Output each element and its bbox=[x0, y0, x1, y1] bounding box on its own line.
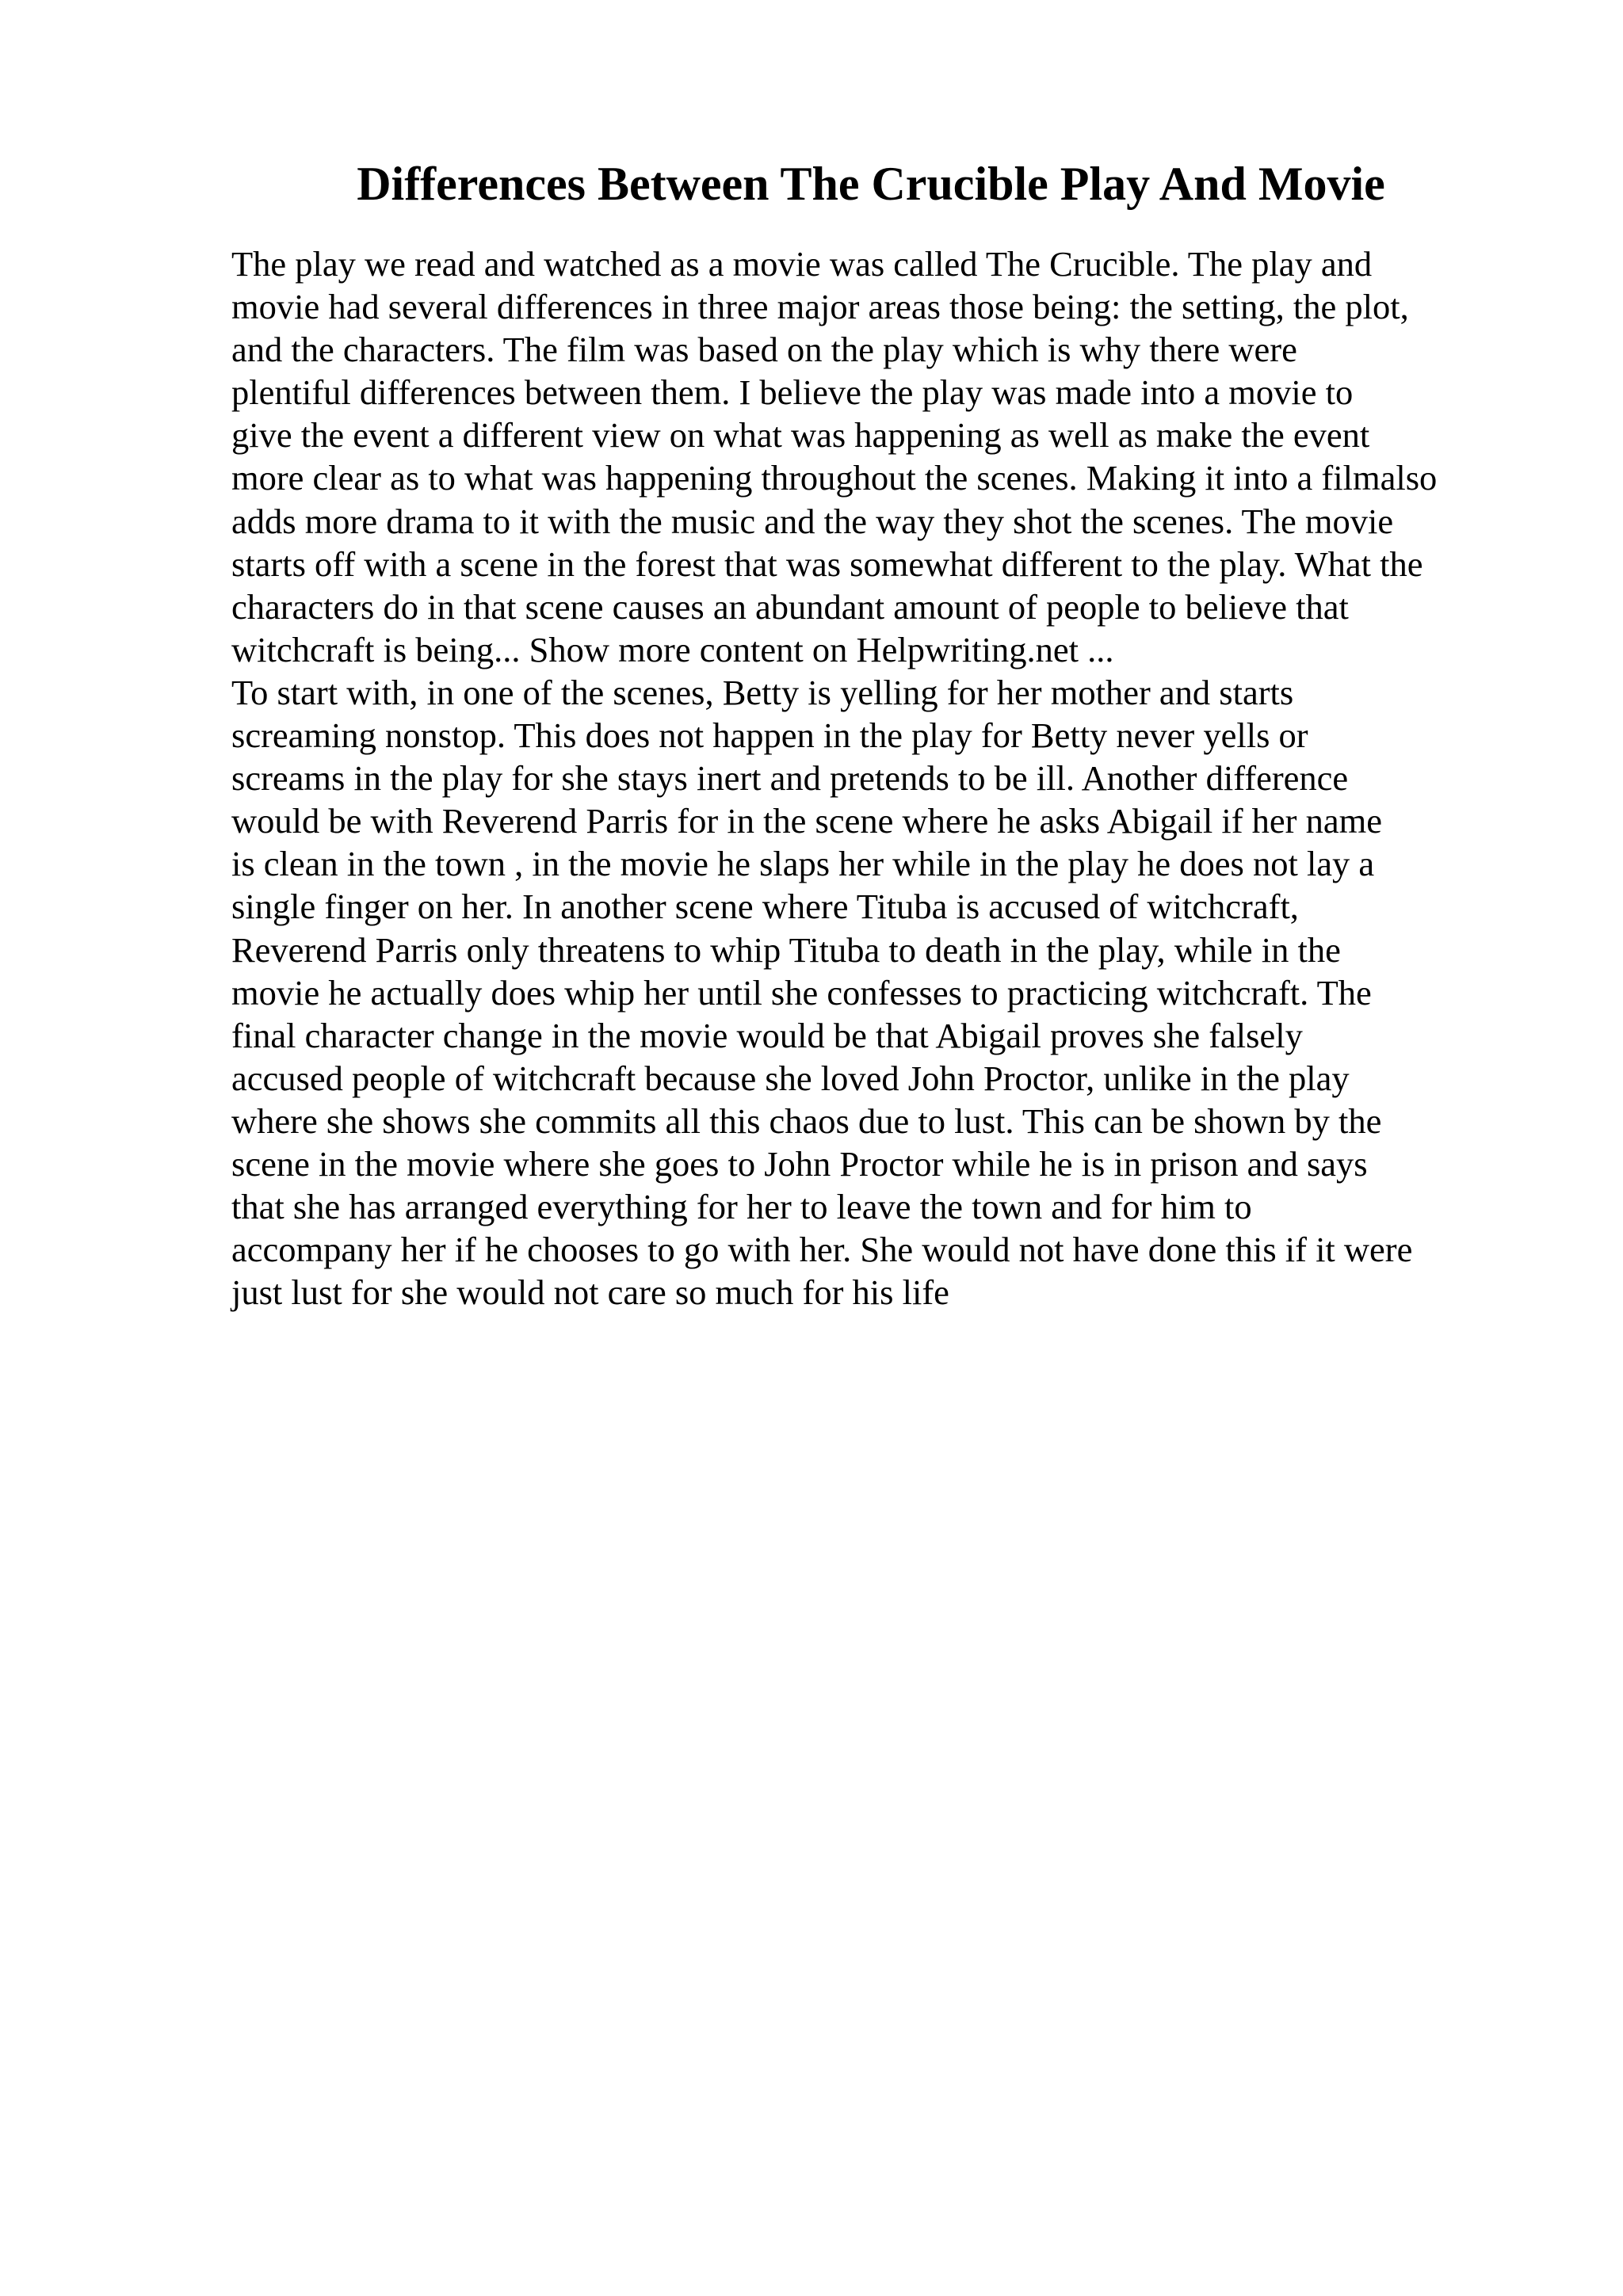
body-line: movie had several differences in three major areas those being: the setting, the plot, bbox=[231, 287, 1409, 327]
body-line: accompany her if he chooses to go with her. She would not have done this if it were bbox=[231, 1230, 1413, 1270]
body-line: accused people of witchcraft because she loved John Proctor, unlike in the play bbox=[231, 1058, 1350, 1098]
body-line: Reverend Parris only threatens to whip Tituba to death in the play, while in the bbox=[231, 929, 1341, 970]
body-line: would be with Reverend Parris for in the scene where he asks Abigail if her name bbox=[231, 801, 1382, 841]
body-line: give the event a different view on what was happening as well as make the event bbox=[231, 415, 1370, 456]
body-line: is clean in the town , in the movie he slaps her while in the play he does not lay a bbox=[231, 844, 1375, 884]
body-line: where she shows she commits all this chaos due to lust. This can be shown by the bbox=[231, 1100, 1382, 1141]
body-line: and the characters. The film was based on the play which is why there were bbox=[231, 330, 1297, 370]
body-line: screaming nonstop. This does not happen in the play for Betty never yells or bbox=[231, 715, 1308, 756]
body-line: plentiful differences between them. I believe the play was made into a movie to bbox=[231, 372, 1354, 413]
body-line: starts off with a scene in the forest that was somewhat different to the play. What the bbox=[231, 543, 1423, 584]
body-line: final character change in the movie would be that Abigail proves she falsely bbox=[231, 1015, 1303, 1055]
body-line: characters do in that scene causes an abundant amount of people to believe that bbox=[231, 586, 1349, 627]
body-line: adds more drama to it with the music and the way they shot the scenes. The movie bbox=[231, 501, 1394, 541]
body-line: single finger on her. In another scene where Tituba is accused of witchcraft, bbox=[231, 887, 1299, 927]
body-line: just lust for she would not care so much for his life bbox=[231, 1272, 949, 1313]
body-line: To start with, in one of the scenes, Betty is yelling for her mother and starts bbox=[231, 672, 1294, 712]
body-line: witchcraft is being... Show more content on Helpwriting.net ... bbox=[231, 629, 1114, 669]
body-line: The play we read and watched as a movie was called The Crucible. The play and bbox=[231, 244, 1373, 284]
body-line: screams in the play for she stays inert and pretends to be ill. Another difference bbox=[231, 758, 1349, 799]
body-line: more clear as to what was happening throughout the scenes. Making it into a filmalso bbox=[231, 458, 1438, 498]
document-title: Differences Between The Crucible Play And Movie bbox=[357, 158, 1385, 210]
body-line: scene in the movie where she goes to John Proctor while he is in prison and says bbox=[231, 1143, 1368, 1184]
body-line: that she has arranged everything for her to leave the town and for him to bbox=[231, 1187, 1252, 1227]
body-line: movie he actually does whip her until she confesses to practicing witchcraft. The bbox=[231, 972, 1372, 1013]
document-body bbox=[231, 242, 1594, 1314]
